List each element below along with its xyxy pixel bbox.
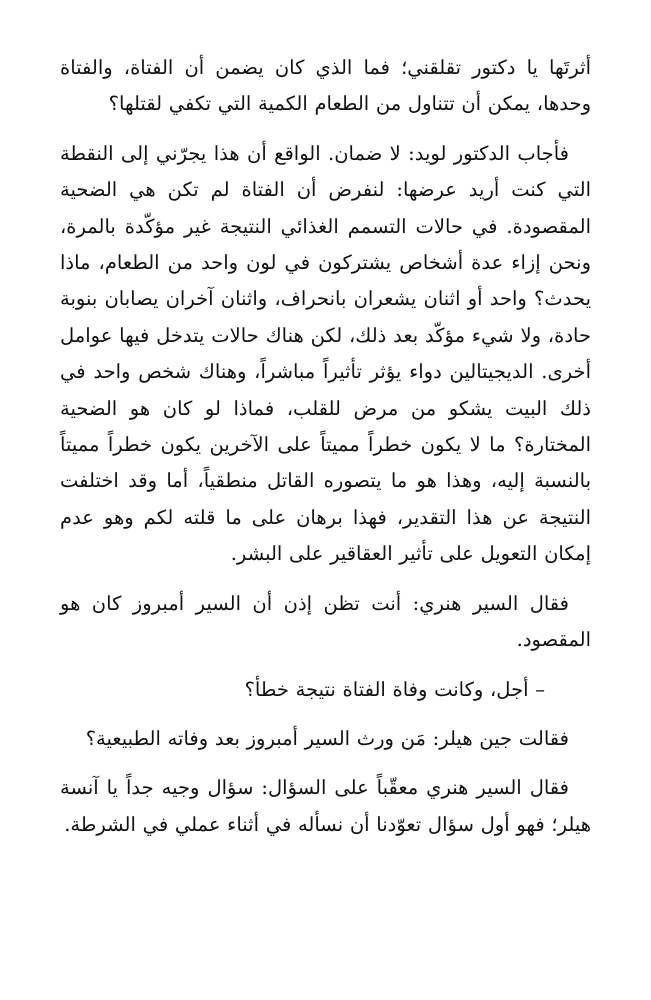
book-page xyxy=(60,50,591,856)
paragraph-doctor-lloyd-answer: فأجاب الدكتور لويد: لا ضمان. الواقع أن هذا يجرّني إلى النقطة التي كنت أريد عرضها: لنفرض أن الفتاة لم تكن هي الضحية المقصودة. في حالات التسمم الغذائي النتيجة غير مؤكّدة بالمرة، ونحن إزاء عدة أشخاص يشتركون في لون واحد من الطعام، ماذا يحدث؟ واحد أو اثنان يشعران بانحراف، واثنان آخران يصابان بنوبة حادة، ولا شيء مؤكّد بعد ذلك، لكن هناك حالات يتدخل فيها عوامل أخرى. الديجيتالين دواء يؤثر تأثيراً مباشراً، وهناك شخص واحد في ذلك البيت يشكو من مرض للقلب، فماذا لو كان هو الضحية المختارة؟ ما لا يكون خطراً مميتاً على الآخرين يكون خطراً مميتاً بالنسبة إليه، وهذا هو ما يتصوره القاتل منطقياً، أما وقد اختلفت النتيجة عن هذا التقدير، فهذا برهان على ما قلته لكم وهو عدم إمكان التعويل على تأثير العقاقير على البشر. xyxy=(60,141,591,566)
paragraph-sir-henry-comment: فقال السير هنري معقّباً على السؤال: سؤال وجيه جداً يا آنسة هيلر؛ فهو أول سؤال تعوّدنا أن نسأله في أثناء عملي في الشرطة. xyxy=(60,776,591,836)
paragraph-continuation: أثرتَها يا دكتور تقلقني؛ فما الذي كان يضمن أن الفتاة، والفتاة وحدها، يمكن أن تتناول من الطعام الكمية التي تكفي لقتلها؟ xyxy=(60,56,591,116)
paragraph-dialogue-reply: – أجل، وكانت وفاة الفتاة نتيجة خطأ؟ xyxy=(244,677,545,701)
paragraph-jane-helier-question: فقالت جين هيلر: مَن ورث السير أمبروز بعد وفاته الطبيعية؟ xyxy=(85,726,569,750)
paragraph-sir-henry-question: فقال السير هنري: أنت تظن إذن أن السير أمبروز كان هو المقصود. xyxy=(60,591,591,652)
